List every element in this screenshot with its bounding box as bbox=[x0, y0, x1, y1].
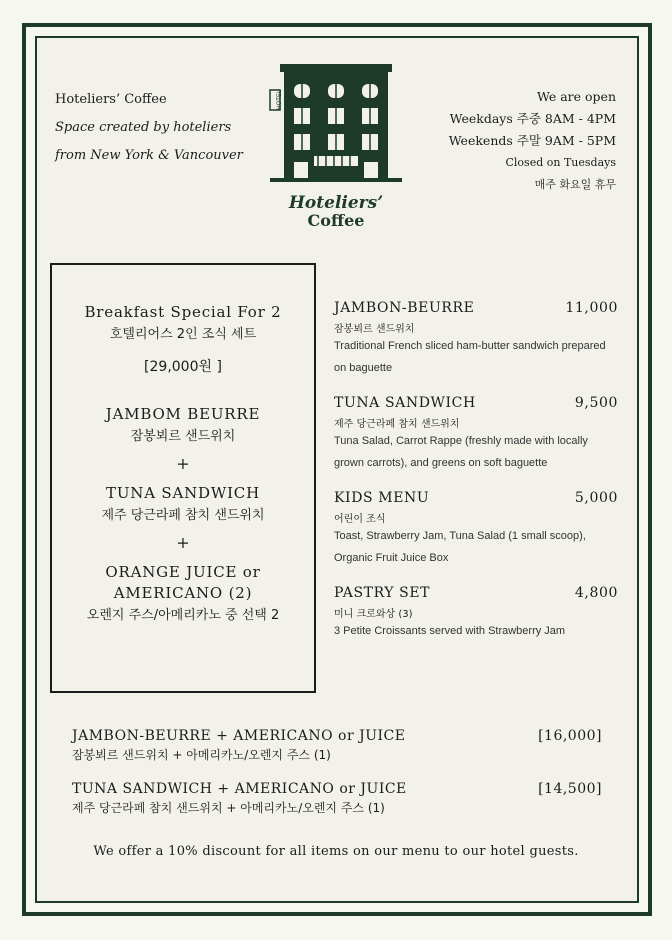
special-item-1-ko: 잠봉뵈르 샌드위치 bbox=[130, 429, 236, 444]
menu-item-ko: 제주 당근라페 참치 샌드위치 bbox=[334, 419, 460, 430]
menu-item-desc: Tuna Salad, Carrot Rappe (freshly made with locally grown carrots), and greens on soft baguette bbox=[334, 435, 588, 469]
plus-sign: + bbox=[176, 533, 190, 552]
combo-ko: 제주 당근라페 참치 샌드위치 + 아메리카노/오렌지 주스 (1) bbox=[72, 801, 385, 815]
combo-name: JAMBON-BEURRE + AMERICANO or JUICE bbox=[72, 728, 406, 744]
special-price: [29,000원 ] bbox=[144, 359, 222, 375]
logo-line2: Coffee bbox=[307, 211, 365, 230]
opening-hours bbox=[449, 86, 616, 196]
menu-item-name: KIDS MENU bbox=[334, 490, 430, 506]
combo-price: [16,000] bbox=[538, 728, 602, 744]
hours-weekdays: Weekdays 주중 8AM - 4PM bbox=[449, 111, 616, 126]
cafe-intro bbox=[55, 86, 243, 170]
special-item-1: JAMBOM BEURRE bbox=[105, 405, 261, 423]
combo-item bbox=[72, 728, 602, 763]
menu-item-ko: 잠봉뵈르 샌드위치 bbox=[334, 324, 415, 335]
special-title-ko: 호텔리어스 2인 조식 세트 bbox=[109, 327, 257, 342]
menu-item-price: 11,000 bbox=[565, 300, 618, 316]
menu-item-desc: Traditional French sliced ham-butter sandwich prepared on baguette bbox=[334, 340, 606, 374]
menu-item-name: PASTRY SET bbox=[334, 585, 431, 601]
logo-line1: Hoteliers’ bbox=[288, 193, 384, 213]
hours-title: We are open bbox=[537, 89, 616, 104]
building-icon bbox=[268, 62, 404, 188]
menu-item-desc: 3 Petite Croissants served with Strawberry Jam bbox=[334, 625, 566, 637]
combo-list bbox=[72, 728, 602, 834]
special-title: Breakfast Special For 2 bbox=[84, 303, 282, 321]
svg-text:HOTEL: HOTEL bbox=[276, 89, 283, 111]
menu-item-price: 4,800 bbox=[574, 585, 618, 601]
hours-closed-ko: 매주 화요일 휴무 bbox=[534, 178, 616, 191]
hours-closed: Closed on Tuesdays bbox=[505, 156, 616, 169]
menu-item-name: JAMBON-BEURRE bbox=[334, 300, 475, 316]
menu-item-price: 5,000 bbox=[574, 490, 618, 506]
special-item-3-ko: 오렌지 주스/아메리카노 중 선택 2 bbox=[86, 608, 280, 623]
logo-wordmark bbox=[268, 194, 404, 230]
special-item-3: ORANGE JUICE or AMERICANO (2) bbox=[105, 563, 261, 602]
special-item-2-ko: 제주 당근라페 참치 샌드위치 bbox=[101, 508, 265, 523]
menu-item-ko: 미니 크로와상 (3) bbox=[334, 609, 413, 620]
menu-item bbox=[334, 395, 618, 474]
combo-price: [14,500] bbox=[538, 781, 602, 797]
combo-ko: 잠봉뵈르 샌드위치 + 아메리카노/오렌지 주스 (1) bbox=[72, 748, 331, 762]
menu-item bbox=[334, 490, 618, 569]
menu-item bbox=[334, 300, 618, 379]
menu-item bbox=[334, 585, 618, 642]
tagline-line1: Space created by hoteliers bbox=[55, 120, 232, 135]
combo-name: TUNA SANDWICH + AMERICANO or JUICE bbox=[72, 781, 407, 797]
tagline-line2: from New York & Vancouver bbox=[55, 148, 243, 163]
logo bbox=[268, 62, 404, 230]
breakfast-special-box bbox=[50, 263, 316, 693]
menu-item-desc: Toast, Strawberry Jam, Tuna Salad (1 small scoop), Organic Fruit Juice Box bbox=[334, 530, 586, 564]
hours-weekends: Weekends 주말 9AM - 5PM bbox=[448, 133, 616, 148]
cafe-name: Hoteliers’ Coffee bbox=[55, 92, 167, 107]
special-item-2: TUNA SANDWICH bbox=[106, 484, 260, 502]
menu-item-price: 9,500 bbox=[574, 395, 618, 411]
menu-item-name: TUNA SANDWICH bbox=[334, 395, 476, 411]
menu-list bbox=[334, 300, 618, 658]
plus-sign: + bbox=[176, 454, 190, 473]
combo-item bbox=[72, 781, 602, 816]
menu-item-ko: 어린이 조식 bbox=[334, 514, 386, 525]
discount-note: We offer a 10% discount for all items on our menu to our hotel guests. bbox=[93, 844, 579, 859]
